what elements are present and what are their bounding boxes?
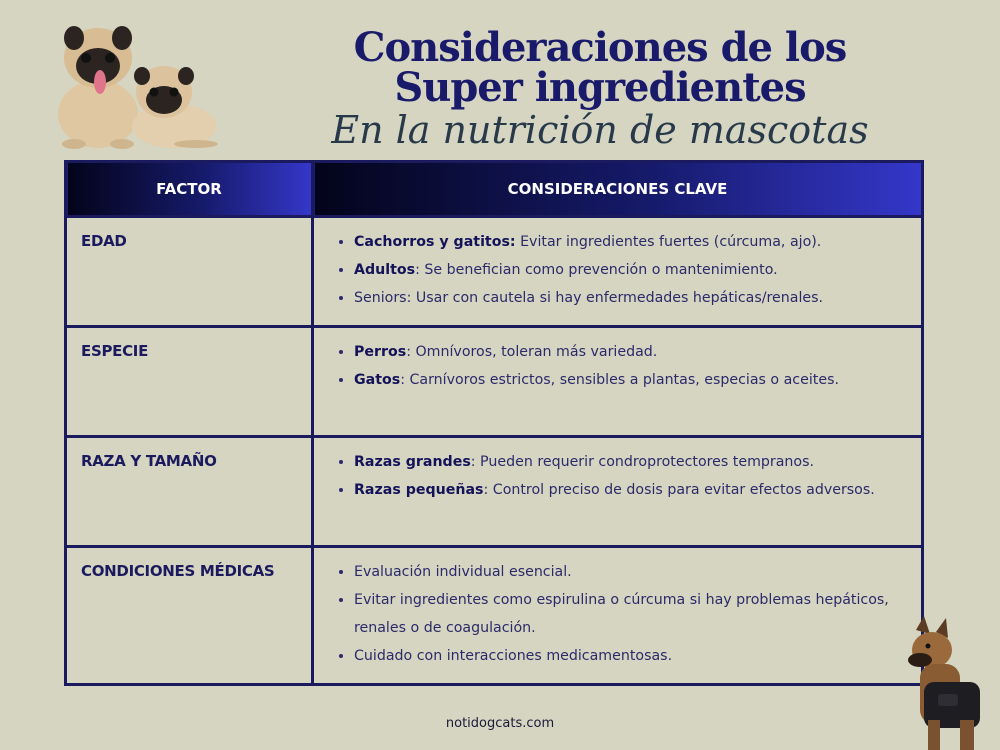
points-list <box>336 338 905 394</box>
list-item <box>354 228 905 256</box>
point-text: Evitar ingredientes como espirulina o cúrcuma si hay problemas hepáticos, renales o de coagulación. <box>354 592 889 636</box>
title-line-2: Super ingredientes <box>394 64 806 111</box>
table-row <box>66 217 923 327</box>
pug-right <box>132 66 218 148</box>
point-text: : Se benefician como prevención o mantenimiento. <box>415 262 778 278</box>
point-text: : Pueden requerir condroprotectores tempranos. <box>470 454 815 470</box>
header-factor: FACTOR <box>66 162 313 217</box>
point-label: Cachorros y gatitos: <box>354 234 516 250</box>
point-label: Perros <box>354 344 407 360</box>
point-text: : Carnívoros estrictos, sensibles a plantas, especias o aceites. <box>400 372 839 388</box>
title-line-1: Consideraciones de los <box>353 24 847 71</box>
points-cell <box>313 327 923 437</box>
table-header-row <box>66 162 923 217</box>
point-text: Evaluación individual esencial. <box>354 564 572 580</box>
pug-left <box>58 26 138 149</box>
table-row <box>66 437 923 547</box>
point-label: Gatos <box>354 372 401 388</box>
list-item <box>354 586 905 642</box>
point-text: Cuidado con interacciones medicamentosas. <box>354 648 673 664</box>
points-list <box>336 228 905 312</box>
list-item <box>354 256 905 284</box>
factor-cell: ESPECIE <box>66 327 313 437</box>
point-label: Razas grandes <box>354 454 471 470</box>
point-text: : Control preciso de dosis para evitar efectos adversos. <box>483 482 875 498</box>
points-cell <box>313 217 923 327</box>
footer-website: notidogcats.com <box>445 716 555 731</box>
points-cell <box>313 437 923 547</box>
points-list <box>336 448 905 504</box>
point-text: Evitar ingredientes fuertes (cúrcuma, ajo). <box>515 234 822 250</box>
header-considerations: CONSIDERACIONES CLAVE <box>313 162 923 217</box>
list-item <box>354 366 905 394</box>
point-label: Adultos <box>354 262 416 278</box>
point-label: Razas pequeñas <box>354 482 484 498</box>
table-row <box>66 547 923 685</box>
points-cell <box>313 547 923 685</box>
factor-cell: EDAD <box>66 217 313 327</box>
subtitle: En la nutrición de mascotas <box>331 108 869 152</box>
list-item <box>354 476 905 504</box>
factor-cell: RAZA Y TAMAÑO <box>66 437 313 547</box>
list-item <box>354 448 905 476</box>
title-block <box>330 24 870 152</box>
table-row <box>66 327 923 437</box>
factor-cell: CONDICIONES MÉDICAS <box>66 547 313 685</box>
list-item <box>354 284 905 312</box>
point-text: : Omnívoros, toleran más variedad. <box>406 344 658 360</box>
points-list <box>336 558 905 670</box>
list-item <box>354 642 905 670</box>
list-item <box>354 558 905 586</box>
pugs-image <box>46 14 226 149</box>
considerations-table <box>64 160 924 686</box>
list-item <box>354 338 905 366</box>
point-text: Seniors: Usar con cautela si hay enfermedades hepáticas/renales. <box>354 290 824 306</box>
